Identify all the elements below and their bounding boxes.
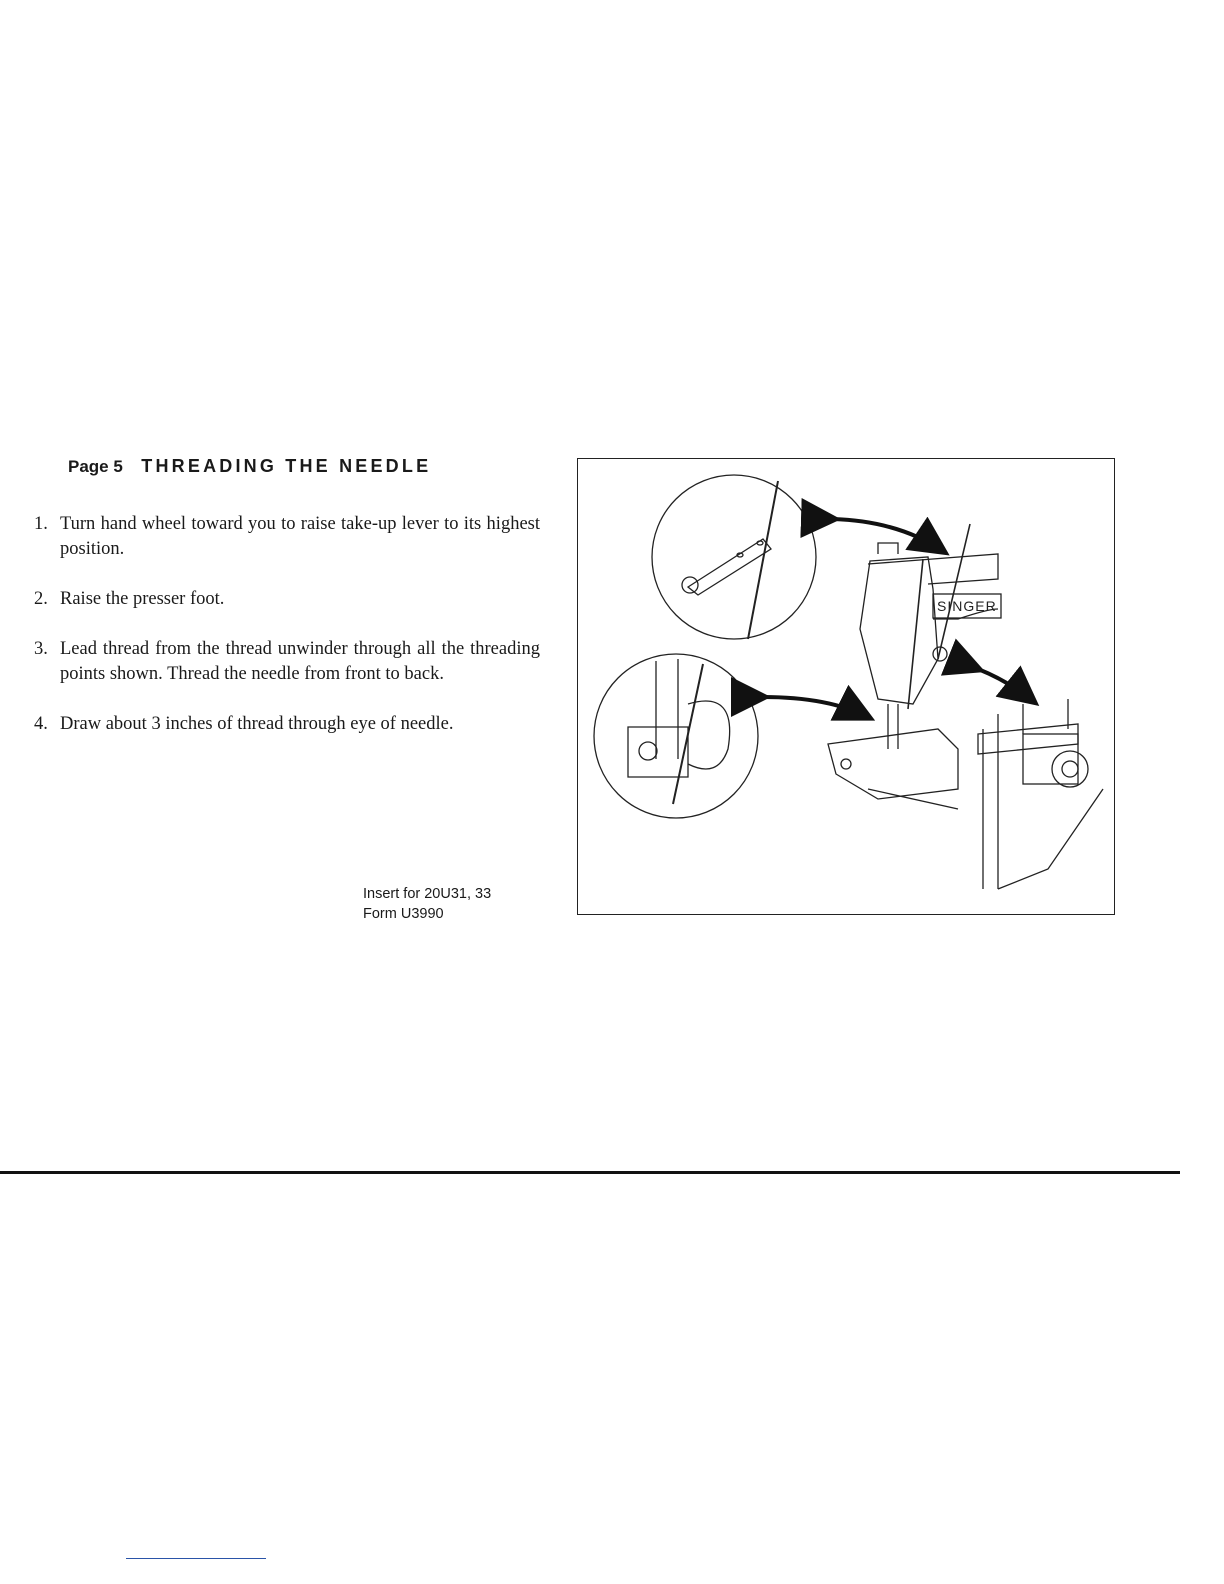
section-header (68, 456, 431, 477)
footnote-form: Form U3990 (363, 906, 444, 922)
arrow-unwinder (978, 669, 1033, 701)
instruction-list (34, 512, 540, 762)
section-title: THREADING THE NEEDLE (141, 456, 432, 476)
instruction-step (34, 587, 540, 612)
sewing-machine-drawing (578, 459, 1116, 916)
footnote-insert: Insert for 20U31, 33 (363, 886, 492, 902)
step-number: 1. (34, 514, 48, 534)
threading-illustration (577, 458, 1115, 915)
thread-unwinder (978, 699, 1103, 889)
thread-guide-detail-circle (652, 475, 816, 639)
step-text: Draw about 3 inches of thread through eye of needle. (60, 714, 454, 734)
step-text: Lead thread from the thread unwinder through all the threading points shown. Thread the needle from front to back. (60, 639, 540, 684)
step-number: 2. (34, 589, 48, 609)
instruction-step (34, 512, 540, 562)
arrow-needle (763, 697, 868, 717)
needle-clamp-detail-circle (594, 654, 758, 818)
brand-label: SINGER (937, 598, 997, 614)
step-text: Turn hand wheel toward you to raise take-up lever to its highest position. (60, 514, 540, 559)
bottom-rule (0, 1171, 1180, 1174)
instruction-step (34, 637, 540, 687)
step-number: 4. (34, 714, 48, 734)
instruction-step (34, 712, 540, 737)
page-label: Page 5 (68, 457, 123, 476)
arrow-guide (833, 519, 943, 551)
step-number: 3. (34, 639, 48, 659)
small-rule (126, 1558, 266, 1559)
machine-head (828, 524, 1001, 809)
form-footnote (363, 884, 491, 924)
step-text: Raise the presser foot. (60, 589, 225, 609)
